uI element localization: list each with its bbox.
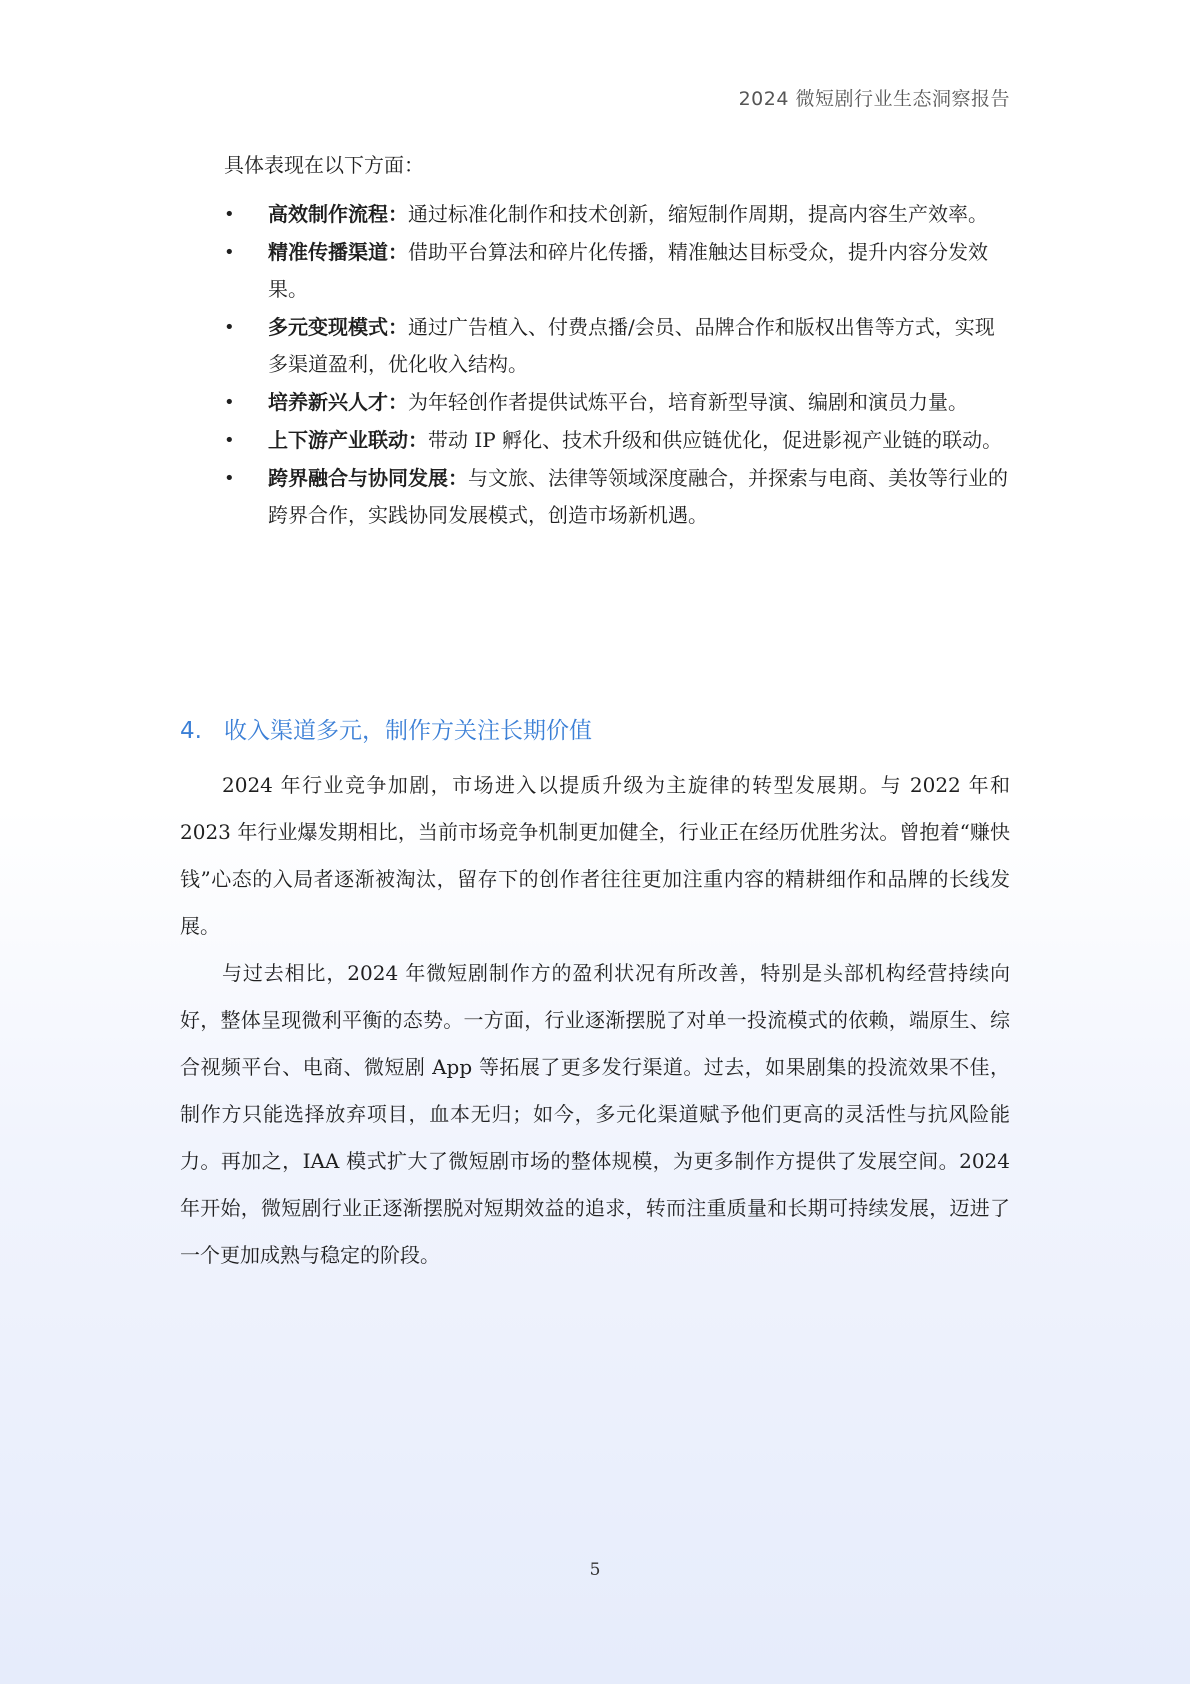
bullet-item [224,309,1010,383]
bullet-item [224,196,1010,233]
body-paragraph-1: 2024 年行业竞争加剧，市场进入以提质升级为主旋律的转型发展期。与 2022 年和 2023 年行业爆发期相比，当前市场竞争机制更加健全，行业正在经历优胜劣汰。曾抱着“赚快钱”心态的入局者逐渐被淘汰，留存下的创作者往往更加注重内容的精耕细作和品牌的长线发展。 [180,773,1010,938]
bullet-icon: • [224,430,235,451]
bullet-icon: • [224,468,235,489]
bullet-text: 为年轻创作者提供试炼平台，培育新型导演、编剧和演员力量。 [408,390,968,414]
bullet-icon: • [224,242,235,263]
bullet-text: 通过广告植入、付费点播/会员、品牌合作和版权出售等方式，实现多渠道盈利，优化收入结构。 [268,315,995,376]
body-paragraph-2: 与过去相比，2024 年微短剧制作方的盈利状况有所改善，特别是头部机构经营持续向好，整体呈现微利平衡的态势。一方面，行业逐渐摆脱了对单一投流模式的依赖，端原生、综合视频平台、电商、微短剧 App 等拓展了更多发行渠道。过去，如果剧集的投流效果不佳，制作方只能选择放弃项目，血本无归；如今，多元化渠道赋予他们更高的灵活性与抗风险能力。再加之，IAA 模式扩大了微短剧市场的整体规模，为更多制作方提供了发展空间。2024 年开始，微短剧行业正逐渐摆脱对短期效益的追求，转而注重质量和长期可持续发展，迈进了一个更加成熟与稳定的阶段。 [180,961,1010,1267]
bullet-item [224,234,1010,308]
bullet-icon: • [224,317,235,338]
bullet-term: 跨界融合与协同发展： [268,466,468,490]
page-number: 5 [589,1560,601,1580]
bullet-item [224,422,1010,459]
bullet-icon: • [224,204,235,225]
bullet-term: 培养新兴人才： [268,390,408,414]
section-number: 4. [180,718,202,744]
bullet-text: 通过标准化制作和技术创新，缩短制作周期，提高内容生产效率。 [408,202,988,226]
bullet-text: 与文旅、法律等领域深度融合，并探索与电商、美妆等行业的跨界合作，实践协同发展模式，创造市场新机遇。 [268,466,1008,527]
bullet-item [224,384,1010,421]
bullet-term: 上下游产业联动： [268,428,428,452]
bullet-item [224,460,1010,534]
running-header: 2024 微短剧行业生态洞察报告 [738,88,1010,110]
section-heading [180,712,592,745]
bullet-term: 精准传播渠道： [268,240,408,264]
bullet-icon: • [224,392,235,413]
bullet-term: 多元变现模式： [268,315,408,339]
intro-text: 具体表现在以下方面： [224,153,424,177]
bullet-term: 高效制作流程： [268,202,408,226]
bullet-text: 带动 IP 孵化、技术升级和供应链优化，促进影视产业链的联动。 [428,428,1003,452]
bullet-list [224,196,1010,535]
bullet-text: 借助平台算法和碎片化传播，精准触达目标受众，提升内容分发效果。 [268,240,988,301]
section-title: 收入渠道多元，制作方关注长期价值 [224,718,592,744]
